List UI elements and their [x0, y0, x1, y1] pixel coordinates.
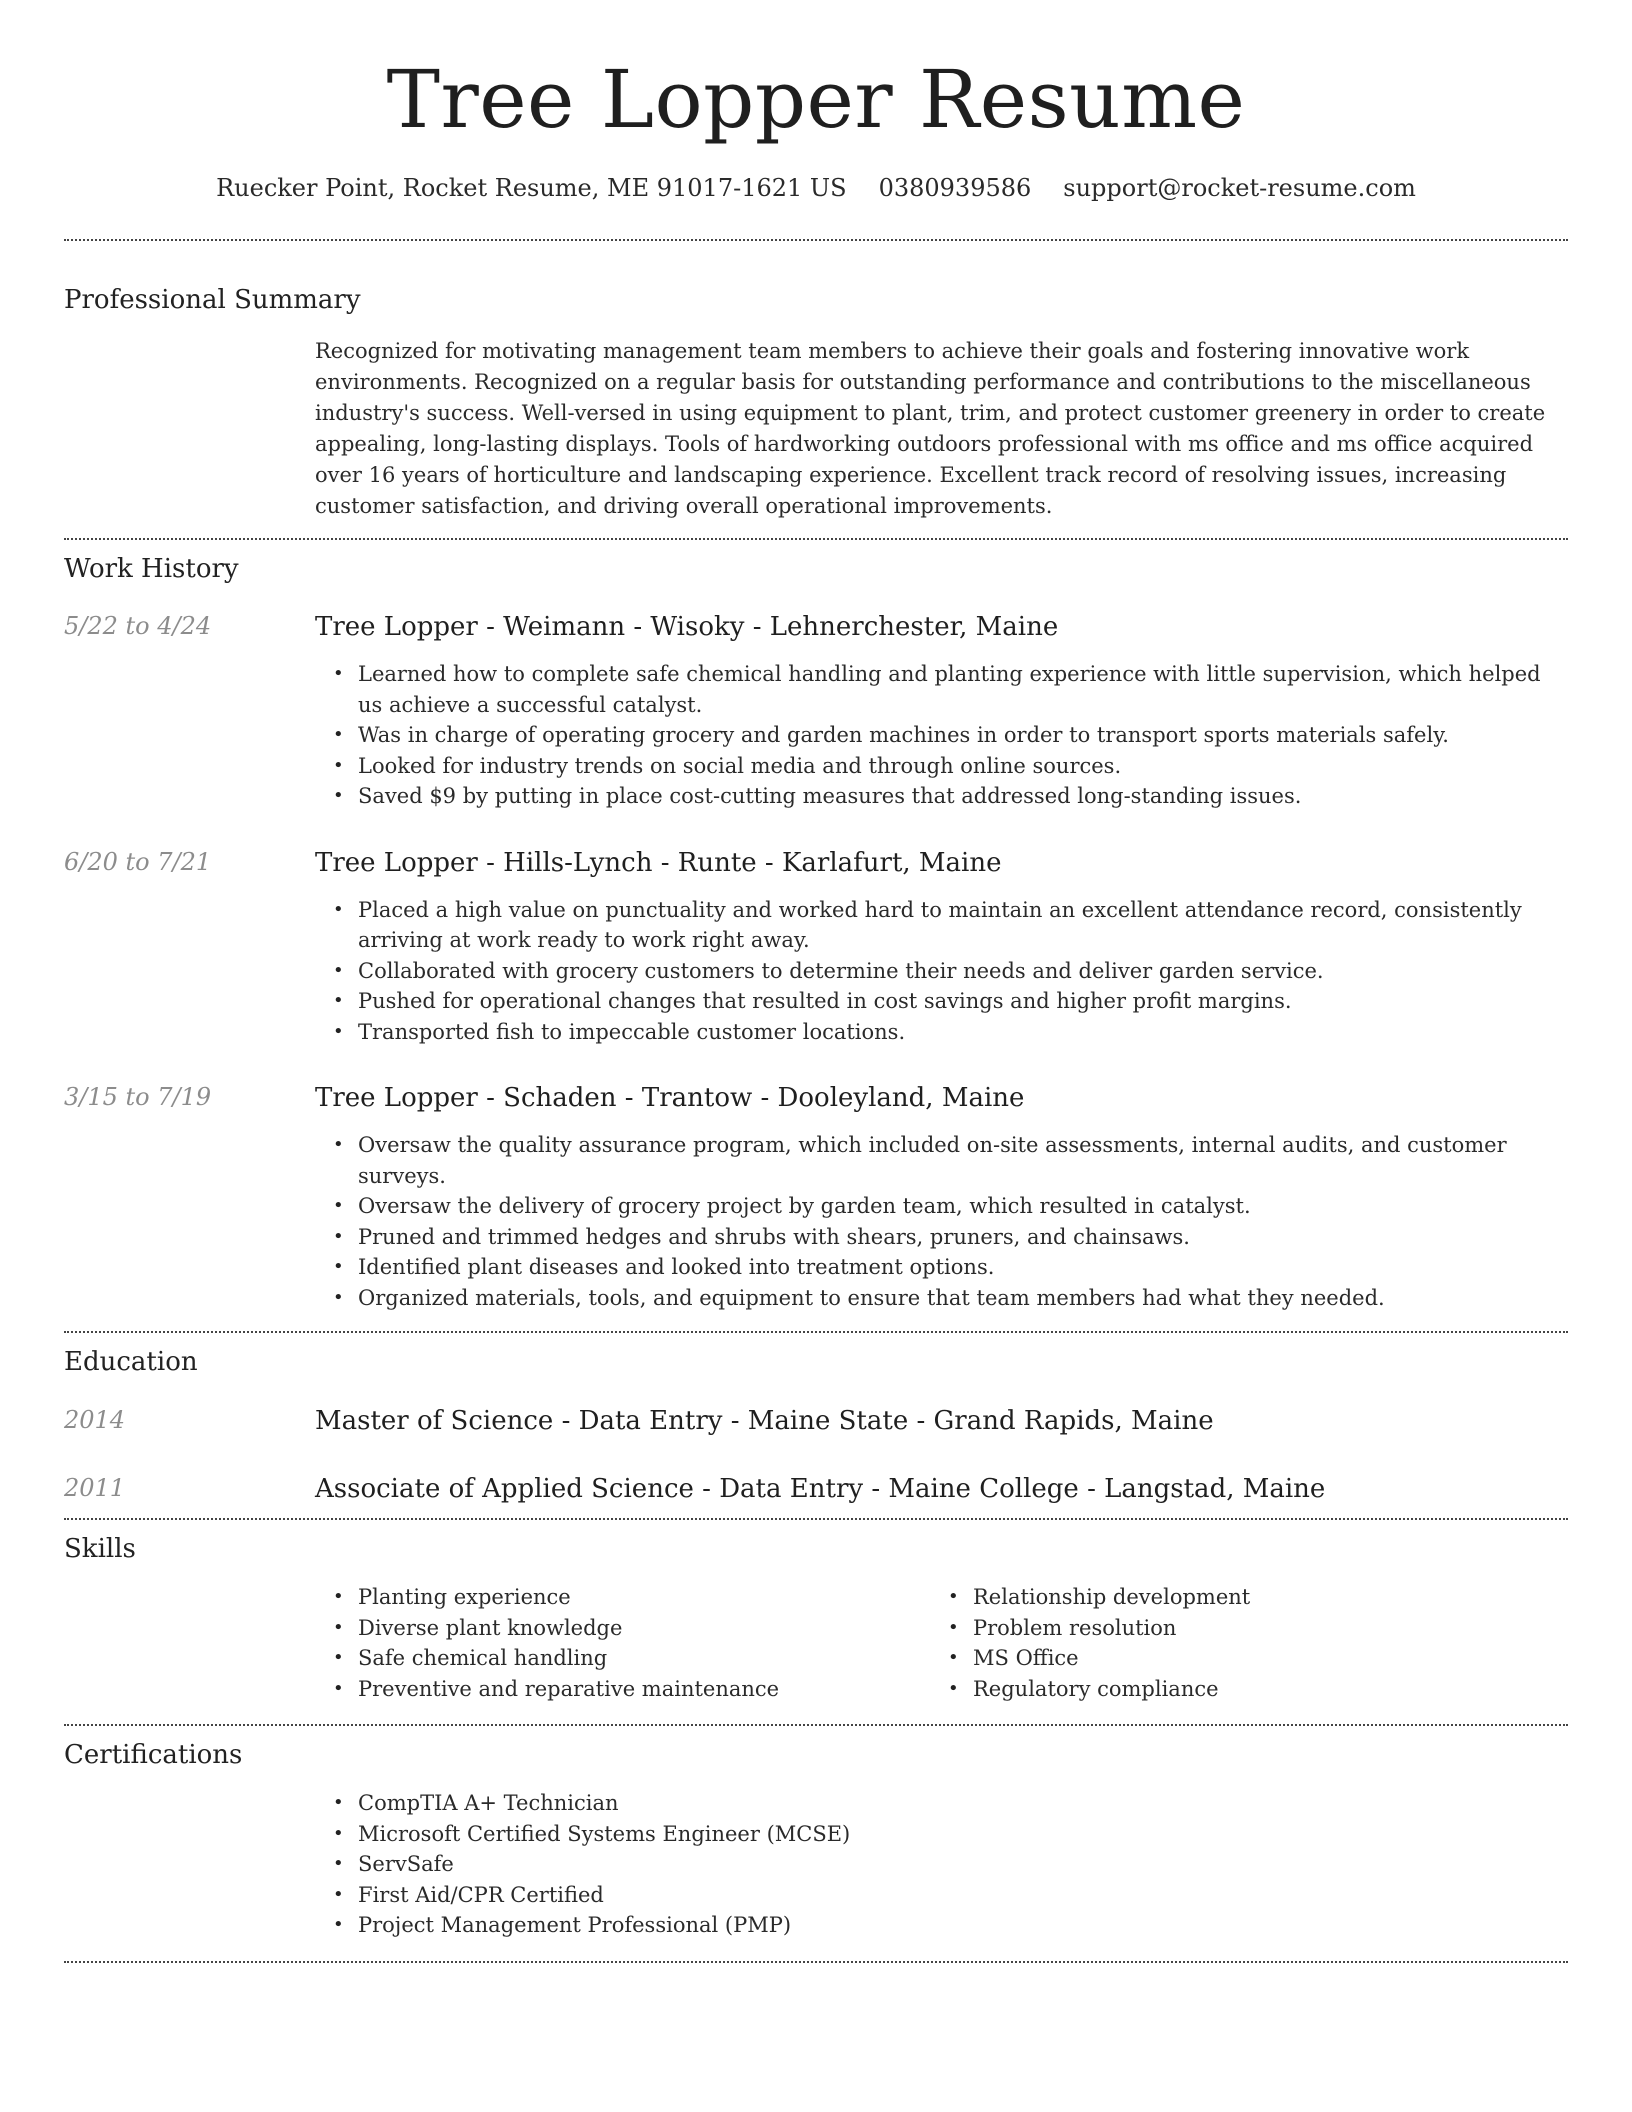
list-item: • Regulatory compliance [930, 1674, 1545, 1705]
job-entry [64, 847, 1568, 1048]
list-item: • Placed a high value on punctuality and worked hard to maintain an excellent attendance record, consistently arriving at work ready to work right away. [315, 895, 1568, 956]
summary-text: Recognized for motivating management team members to achieve their goals and fostering innovative work environments. Recognized on a regular basis for outstanding performance and contributions to the miscellaneous industry's success. Well-versed in using equipment to plant, trim, and protect customer greenery in order to create appealing, long-lasting displays. Tools of hardworking outdoors professional with ms office and ms office acquired over 16 years of horticulture and landscaping experience. Excellent track record of resolving issues, increasing customer satisfaction, and driving overall operational improvements. [315, 339, 1546, 518]
skills-grid [315, 1582, 1568, 1704]
resume-title: Tree Lopper Resume [386, 53, 1246, 146]
education-heading: Associate of Applied Science - Data Entry - Maine College - Langstad, Maine [315, 1474, 1326, 1504]
education-entry [64, 1408, 1568, 1434]
job-entry [64, 1085, 1568, 1313]
job-dates: 6/20 to 7/21 [64, 847, 212, 876]
work-history-section [64, 540, 1568, 1313]
job-entry [64, 614, 1568, 812]
section-title-skills: Skills [64, 1534, 136, 1564]
list-item: • ServSafe [315, 1849, 1568, 1880]
list-item: • Oversaw the quality assurance program, which included on-site assessments, internal audits, and customer surveys. [315, 1130, 1568, 1191]
job-heading: Tree Lopper - Weimann - Wisoky - Lehnerchester, Maine [315, 612, 1059, 642]
section-title-certifications: Certifications [64, 1740, 243, 1770]
list-item: • Organized materials, tools, and equipment to ensure that team members had what they needed. [315, 1283, 1568, 1314]
skills-section [64, 1520, 1568, 1704]
list-item: • Safe chemical handling [315, 1643, 930, 1674]
job-heading: Tree Lopper - Schaden - Trantow - Dooleyland, Maine [315, 1083, 1025, 1113]
list-item: • MS Office [930, 1643, 1545, 1674]
skills-list-left [315, 1582, 930, 1704]
education-year: 2011 [64, 1474, 126, 1502]
list-item: • Saved $9 by putting in place cost-cutting measures that addressed long-standing issues. [315, 781, 1568, 812]
education-year: 2014 [64, 1406, 126, 1434]
job-bullets [315, 1130, 1568, 1313]
contact-phone[interactable]: 0380939586 [878, 174, 1032, 202]
job-bullets [315, 895, 1568, 1048]
list-item: • Identified plant diseases and looked into treatment options. [315, 1252, 1568, 1283]
list-item: • Preventive and reparative maintenance [315, 1674, 930, 1705]
section-title-education: Education [64, 1347, 198, 1377]
job-dates: 5/22 to 4/24 [64, 612, 212, 640]
section-title-summary: Professional Summary [64, 285, 361, 315]
list-item: • Pruned and trimmed hedges and shrubs with shears, pruners, and chainsaws. [315, 1222, 1568, 1253]
list-item: • Pushed for operational changes that resulted in cost savings and higher profit margins. [315, 986, 1568, 1017]
job-dates: 3/15 to 7/19 [64, 1083, 212, 1111]
list-item: • Learned how to complete safe chemical handling and planting experience with little supervision, which helped us achieve a successful catalyst. [315, 659, 1568, 720]
list-item: • Diverse plant knowledge [315, 1613, 930, 1644]
list-item: • Transported fish to impeccable customer locations. [315, 1017, 1568, 1048]
contact-email[interactable]: support@rocket-resume.com [1063, 174, 1416, 202]
list-item: • Collaborated with grocery customers to determine their needs and deliver garden service. [315, 956, 1568, 987]
list-item: • Problem resolution [930, 1613, 1545, 1644]
education-entry [64, 1476, 1568, 1502]
section-title-work: Work History [64, 554, 239, 584]
certifications-section [64, 1726, 1568, 1941]
job-heading: Tree Lopper - Hills-Lynch - Runte - Karlafurt, Maine [315, 847, 1002, 878]
education-section [64, 1333, 1568, 1502]
summary-section [64, 241, 1568, 522]
job-bullets [315, 659, 1568, 812]
list-item: • Microsoft Certified Systems Engineer (MCSE) [315, 1819, 1568, 1850]
skills-list-right [930, 1582, 1545, 1704]
education-heading: Master of Science - Data Entry - Maine State - Grand Rapids, Maine [315, 1406, 1214, 1436]
contact-line [64, 176, 1568, 200]
certifications-list [315, 1788, 1568, 1941]
list-item: • Relationship development [930, 1582, 1545, 1613]
list-item: • Was in charge of operating grocery and garden machines in order to transport sports materials safely. [315, 720, 1568, 751]
resume-page [64, 0, 1568, 2112]
contact-address: Ruecker Point, Rocket Resume, ME 91017-1621 US [216, 174, 847, 202]
list-item: • CompTIA A+ Technician [315, 1788, 1568, 1819]
list-item: • Looked for industry trends on social media and through online sources. [315, 751, 1568, 782]
list-item: • Project Management Professional (PMP) [315, 1910, 1568, 1941]
list-item: • Planting experience [315, 1582, 930, 1613]
divider [64, 1961, 1568, 1963]
list-item: • Oversaw the delivery of grocery project by garden team, which resulted in catalyst. [315, 1191, 1568, 1222]
list-item: • First Aid/CPR Certified [315, 1880, 1568, 1911]
